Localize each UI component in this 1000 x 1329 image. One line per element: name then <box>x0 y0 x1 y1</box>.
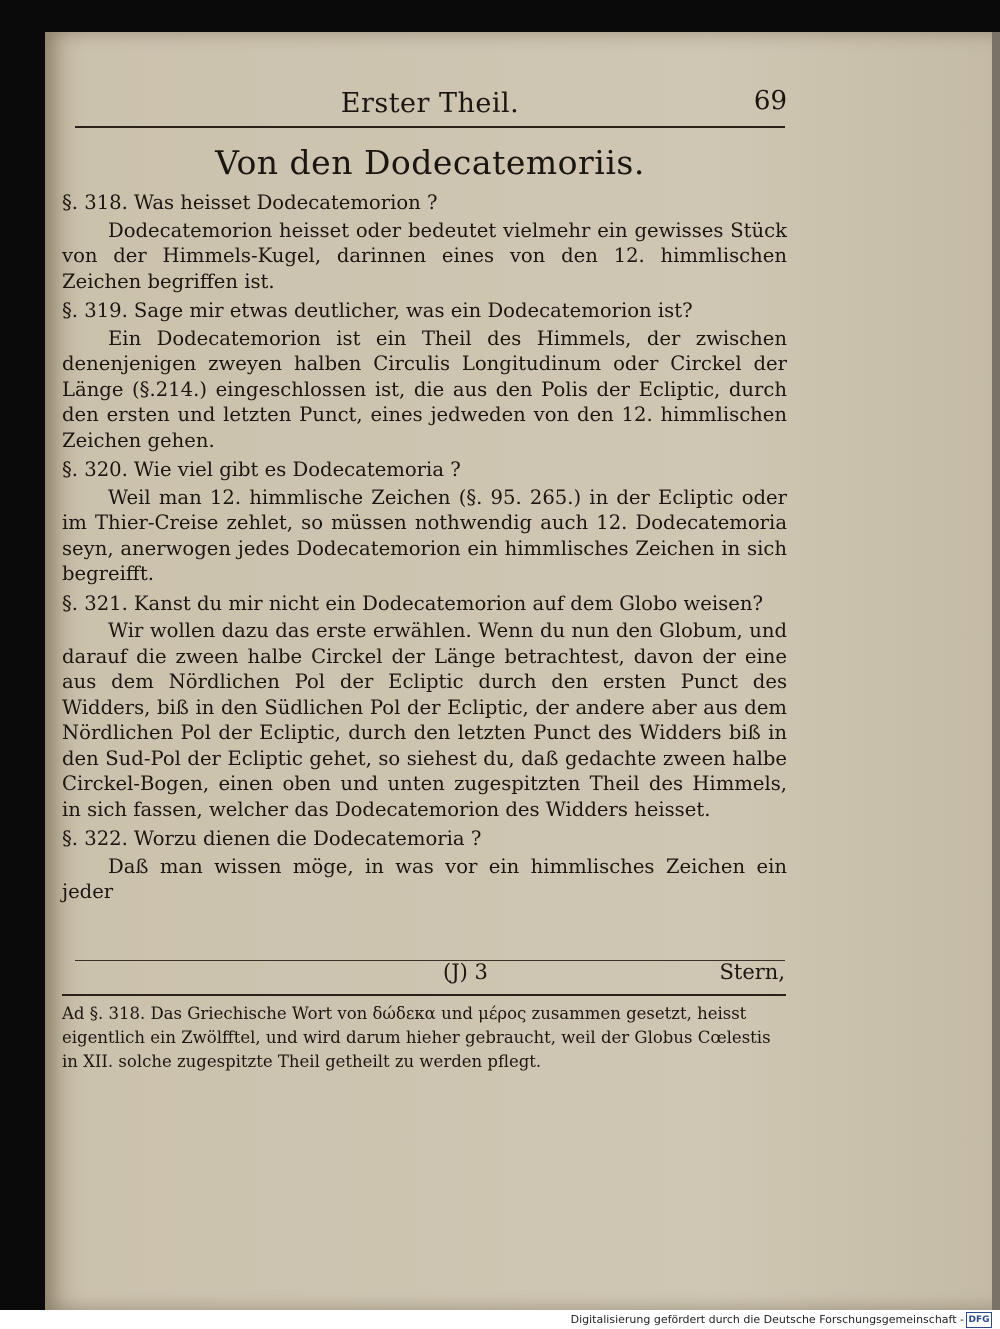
running-head: Erster Theil. <box>340 88 520 119</box>
question-number: §. 322. <box>62 827 128 850</box>
question-number: §. 318. <box>62 191 128 214</box>
signature-mark: (J) 3 <box>443 960 488 984</box>
question-number: §. 321. <box>62 591 128 615</box>
body-text <box>62 190 787 909</box>
next-page-edge <box>992 32 1000 1310</box>
answer-text: Ein Dodecatemorion ist ein Theil des Himmels, der zwischen denenjenigen zweyen halben Circulis Longitudinum oder Circkel der Länge (§.214.) eingeschlossen ist, die aus den Polis der Ecliptic, durch den ersten und letzten Punct, eines jedweden von den 12. himmlischen Zeichen gehen. <box>62 326 787 452</box>
question <box>62 298 787 324</box>
digitization-note: Digitalisierung gefördert durch die Deutsche Forschungsgemeinschaft - <box>570 1313 964 1326</box>
chapter-title: Von den Dodecatemoriis. <box>215 143 645 182</box>
answer-text: Weil man 12. himmlische Zeichen (§. 95. 265.) in der Ecliptic oder im Thier-Creise zehlet, so müssen nothwendig auch 12. Dodecatemoria seyn, anerwogen jedes Dodecatemorion ein himmlisches Zeichen in sich begreifft. <box>62 485 787 585</box>
footnote-rule <box>62 994 786 996</box>
page-number: 69 <box>753 86 787 116</box>
question <box>62 826 787 852</box>
footnote <box>62 1002 784 1074</box>
question-text: Sage mir etwas deutlicher, was ein Dodecatemorion ist? <box>133 299 693 322</box>
answer-text: Dodecatemorion heisset oder bedeutet vielmehr ein gewisses Stück von der Himmels-Kugel, darinnen eines von den 12. himmlischen Zeichen begriffen ist. <box>62 218 787 293</box>
section-318 <box>62 190 787 294</box>
question-number: §. 319. <box>62 299 128 322</box>
question-number: §. 320. <box>62 458 128 481</box>
dfg-logo-icon: DFG <box>966 1312 992 1328</box>
page-header <box>75 80 785 130</box>
question-text: Wie viel gibt es Dodecatemoria ? <box>133 458 461 481</box>
footnote-text: Das Griechische Wort von δώδεκα und μέρος zusammen gesetzt, heisst eigentlich ein Zwölfftel, und wird darum hieher gebraucht, weil der Globus Cœlestis in XII. solche zugespitzte Theil getheilt zu werden pflegt. <box>62 1004 771 1071</box>
section-321 <box>62 591 787 823</box>
question-text: Was heisset Dodecatemorion ? <box>133 191 438 214</box>
header-rule <box>75 126 785 128</box>
question <box>62 190 787 216</box>
question <box>62 457 787 483</box>
catchword: Stern, <box>719 960 785 984</box>
question-text: Worzu dienen die Dodecatemoria ? <box>133 827 482 850</box>
section-320 <box>62 457 787 587</box>
question-text: Kanst du mir nicht ein Dodecatemorion auf dem Globo weisen? <box>133 591 763 615</box>
section-322 <box>62 826 787 905</box>
section-319 <box>62 298 787 453</box>
signature-line <box>75 960 785 991</box>
answer-text: Wir wollen dazu das erste erwählen. Wenn du nun den Globum, und darauf die zween halbe Circkel der Länge betrachtest, davon der eine aus dem Nördlichen Pol der Ecliptic durch den ersten Punct des Widders, biß in den Südlichen Pol der Ecliptic, der andere aber aus dem Nördlichen Pol der Ecliptic, durch den letzten Punct des Widders biß in den Sud-Pol der Ecliptic gehet, so siehest du, daß gedachte zween halbe Circkel-Bogen, einen oben und unten zugespitzten Theil des Himmels, in sich fassen, welcher das Dodecatemorion des Widders heisset. <box>62 619 787 821</box>
question <box>62 591 787 617</box>
answer-text: Daß man wissen möge, in was vor ein himmlisches Zeichen ein jeder <box>62 854 787 903</box>
footnote-label: Ad §. 318. <box>62 1004 146 1023</box>
